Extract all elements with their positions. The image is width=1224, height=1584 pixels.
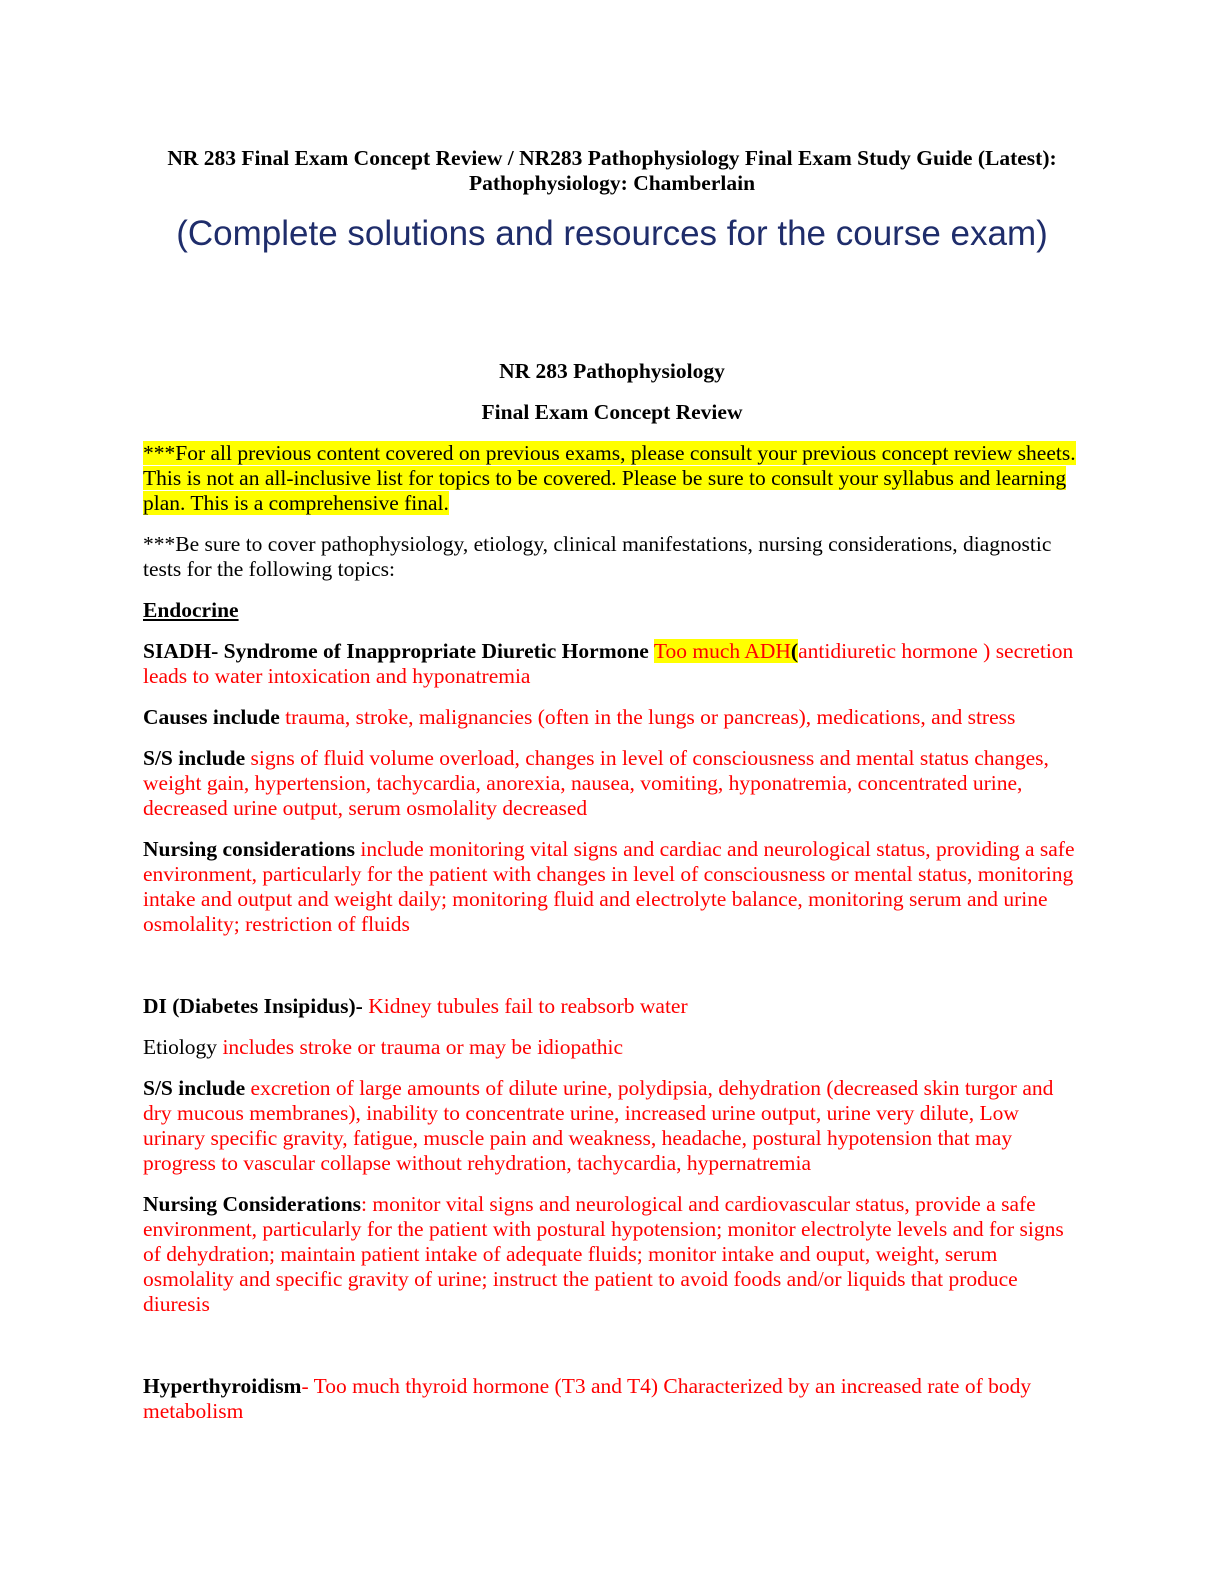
hyperthyroidism-description: Too much thyroid hormone (T3 and T4) Characterized by an increased rate of body metabolism	[143, 1374, 1032, 1423]
note-previous-content	[143, 441, 1078, 516]
document-subtitle: (Complete solutions and resources for the course exam)	[176, 214, 1048, 253]
siadh-definition	[143, 639, 1078, 689]
di-etiology-text: includes stroke or trauma or may be idiopathic	[222, 1035, 624, 1059]
di-nursing-label: Nursing Considerations	[143, 1192, 362, 1216]
siadh-description: antidiuretic hormone ) secretion leads to water intoxication and hyponatremia	[143, 639, 1074, 688]
siadh-highlight: Too much ADH	[653, 639, 791, 663]
hyperthyroidism-label: Hyperthyroidism	[143, 1374, 302, 1398]
document-title	[0, 146, 1224, 196]
heading-review: Final Exam Concept Review	[481, 400, 743, 424]
di-nursing-text: : monitor vital signs and neurological and cardiovascular status, provide a safe environment, particularly for the patient with postural hypotension; monitor electrolyte levels and for signs of dehydration; maintain patient intake of adequate fluids; monitor intake and ouput, weight, serum osmolality and specific gravity of urine; instruct the patient to avoid foods and/or liquids that produce diuresis	[143, 1192, 1064, 1316]
di-etiology	[143, 1035, 1078, 1060]
di-ss-label: S/S include	[143, 1076, 246, 1100]
section-heading-text: Endocrine	[143, 598, 239, 622]
heading-course: NR 283 Pathophysiology	[499, 359, 725, 383]
siadh-nursing	[143, 837, 1078, 937]
siadh-causes-label: Causes include	[143, 705, 280, 729]
note-topics: ***Be sure to cover pathophysiology, etiology, clinical manifestations, nursing considerations, diagnostic tests for the following topics:	[143, 532, 1052, 581]
siadh-ss-label: S/S include	[143, 746, 246, 770]
note-previous-content-text: ***For all previous content covered on previous exams, please consult your previous concept review sheets. This is not an all-inclusive list for topics to be covered. Please be sure to consult your syllabus and learning plan. This is a comprehensive final.	[143, 441, 1076, 515]
di-definition	[143, 994, 1078, 1019]
di-ss-text: excretion of large amounts of dilute urine, polydipsia, dehydration (decreased skin turgor and dry mucous membranes), inability to concentrate urine, increased urine output, urine very dilute, Low urinary specific gravity, fatigue, muscle pain and weakness, headache, postural hypotension that may progress to vascular collapse without rehydration, tachycardia, hypernatremia	[143, 1076, 1054, 1175]
siadh-ss-text: signs of fluid volume overload, changes in level of consciousness and mental status changes, weight gain, hypertension, tachycardia, anorexia, nausea, vomiting, hyponatremia, concentrated urine, decreased urine output, serum osmolality decreased	[143, 746, 1049, 820]
di-description: Kidney tubules fail to reabsorb water	[368, 994, 688, 1018]
siadh-nursing-label: Nursing considerations	[143, 837, 356, 861]
di-label: DI (Diabetes Insipidus)-	[143, 994, 363, 1018]
di-nursing	[143, 1192, 1078, 1317]
siadh-causes	[143, 705, 1078, 730]
hyperthyroidism-definition	[143, 1374, 1078, 1424]
di-signs-symptoms	[143, 1076, 1078, 1176]
title-line-2: Pathophysiology: Chamberlain	[468, 171, 756, 195]
hyperthyroidism-dash: -	[301, 1374, 309, 1398]
di-etiology-label: Etiology	[143, 1035, 218, 1059]
siadh-label: SIADH- Syndrome of Inappropriate Diuretic Hormone	[143, 639, 649, 663]
siadh-nursing-text: include monitoring vital signs and cardiac and neurological status, providing a safe environment, particularly for the patient with changes in level of consciousness or mental status, monitoring intake and output and weight daily; monitoring fluid and electrolyte balance, monitoring serum and urine osmolality; restriction of fluids	[143, 837, 1075, 936]
siadh-causes-text: trauma, stroke, malignancies (often in the lungs or pancreas), medications, and stress	[285, 705, 1016, 729]
section-heading-endocrine	[143, 598, 1078, 623]
siadh-signs-symptoms	[143, 746, 1078, 821]
siadh-paren: (	[790, 639, 799, 663]
title-line-1: NR 283 Final Exam Concept Review / NR283 Pathophysiology Final Exam Study Guide (Latest):	[167, 146, 1057, 170]
